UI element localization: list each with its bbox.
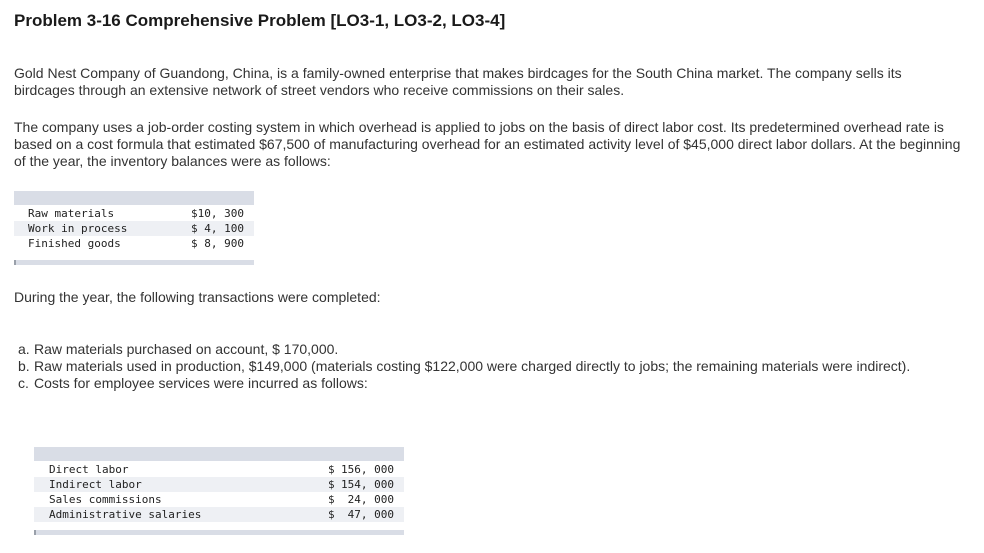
row-amount: 8, 900 <box>204 237 244 250</box>
row-label: Finished goods <box>28 237 121 250</box>
list-item-text: Raw materials used in production, $149,000 (materials costing $122,000 were charged directly to jobs; the remaining materials were indirect). <box>34 358 911 374</box>
transactions-list <box>18 341 938 392</box>
table-header-bar <box>14 191 254 205</box>
list-item-text: Raw materials purchased on account, $ 170,000. <box>34 341 339 357</box>
row-label: Indirect labor <box>49 478 142 491</box>
table-row <box>34 477 404 492</box>
table-footer-bar <box>14 260 254 265</box>
row-label: Work in process <box>28 222 128 235</box>
row-label: Direct labor <box>49 463 129 476</box>
list-item <box>18 375 938 392</box>
row-dollar-sign: $ <box>328 463 335 476</box>
list-item <box>18 358 938 375</box>
row-label: Raw materials <box>28 207 115 220</box>
table-footer-bar <box>34 530 404 535</box>
table-row <box>34 492 404 507</box>
row-dollar-sign: $ <box>328 493 335 506</box>
list-item <box>18 341 938 358</box>
problem-title: Problem 3-16 Comprehensive Problem [LO3-1, LO3-2, LO3-4] <box>14 11 506 30</box>
list-marker: a. <box>18 341 30 357</box>
row-amount: 156, 000 <box>341 463 394 476</box>
table-row <box>14 206 254 221</box>
row-amount: 10, 300 <box>197 207 244 220</box>
table-header-bar <box>34 447 404 461</box>
costing-paragraph: The company uses a job-order costing system in which overhead is applied to jobs on the basis of direct labor cost. Its predetermined overhead rate is based on a cost formula that estimated $67,500 of manufacturing overhead for an estimated activity level of $45,000 direct labor dollars. At the beginning of the year, the inventory balances were as follows: <box>14 119 961 169</box>
inventory-balances-table <box>14 191 254 265</box>
row-amount: 47, 000 <box>347 508 394 521</box>
row-amount: 4, 100 <box>204 222 244 235</box>
list-item-text: Costs for employee services were incurred as follows: <box>34 375 368 391</box>
table-row <box>14 221 254 236</box>
list-marker: b. <box>18 358 30 374</box>
row-dollar-sign: $ <box>191 237 198 250</box>
intro-paragraph: Gold Nest Company of Guandong, China, is a family-owned enterprise that makes birdcages for the South China market. The company sells its birdcages through an extensive network of street vendors who receive commissions on their sales. <box>14 65 902 98</box>
row-dollar-sign: $ <box>328 508 335 521</box>
row-amount: 154, 000 <box>341 478 394 491</box>
table-row <box>14 236 254 251</box>
row-label: Administrative salaries <box>49 508 202 521</box>
employee-costs-table <box>34 447 404 535</box>
row-dollar-sign: $ <box>191 222 198 235</box>
row-dollar-sign: $ <box>328 478 335 491</box>
list-marker: c. <box>18 375 29 391</box>
table-row <box>34 462 404 477</box>
transactions-intro: During the year, the following transactions were completed: <box>14 289 381 305</box>
table-row <box>34 507 404 522</box>
row-amount: 24, 000 <box>347 493 394 506</box>
row-dollar-sign: $ <box>191 207 198 220</box>
row-label: Sales commissions <box>49 493 162 506</box>
